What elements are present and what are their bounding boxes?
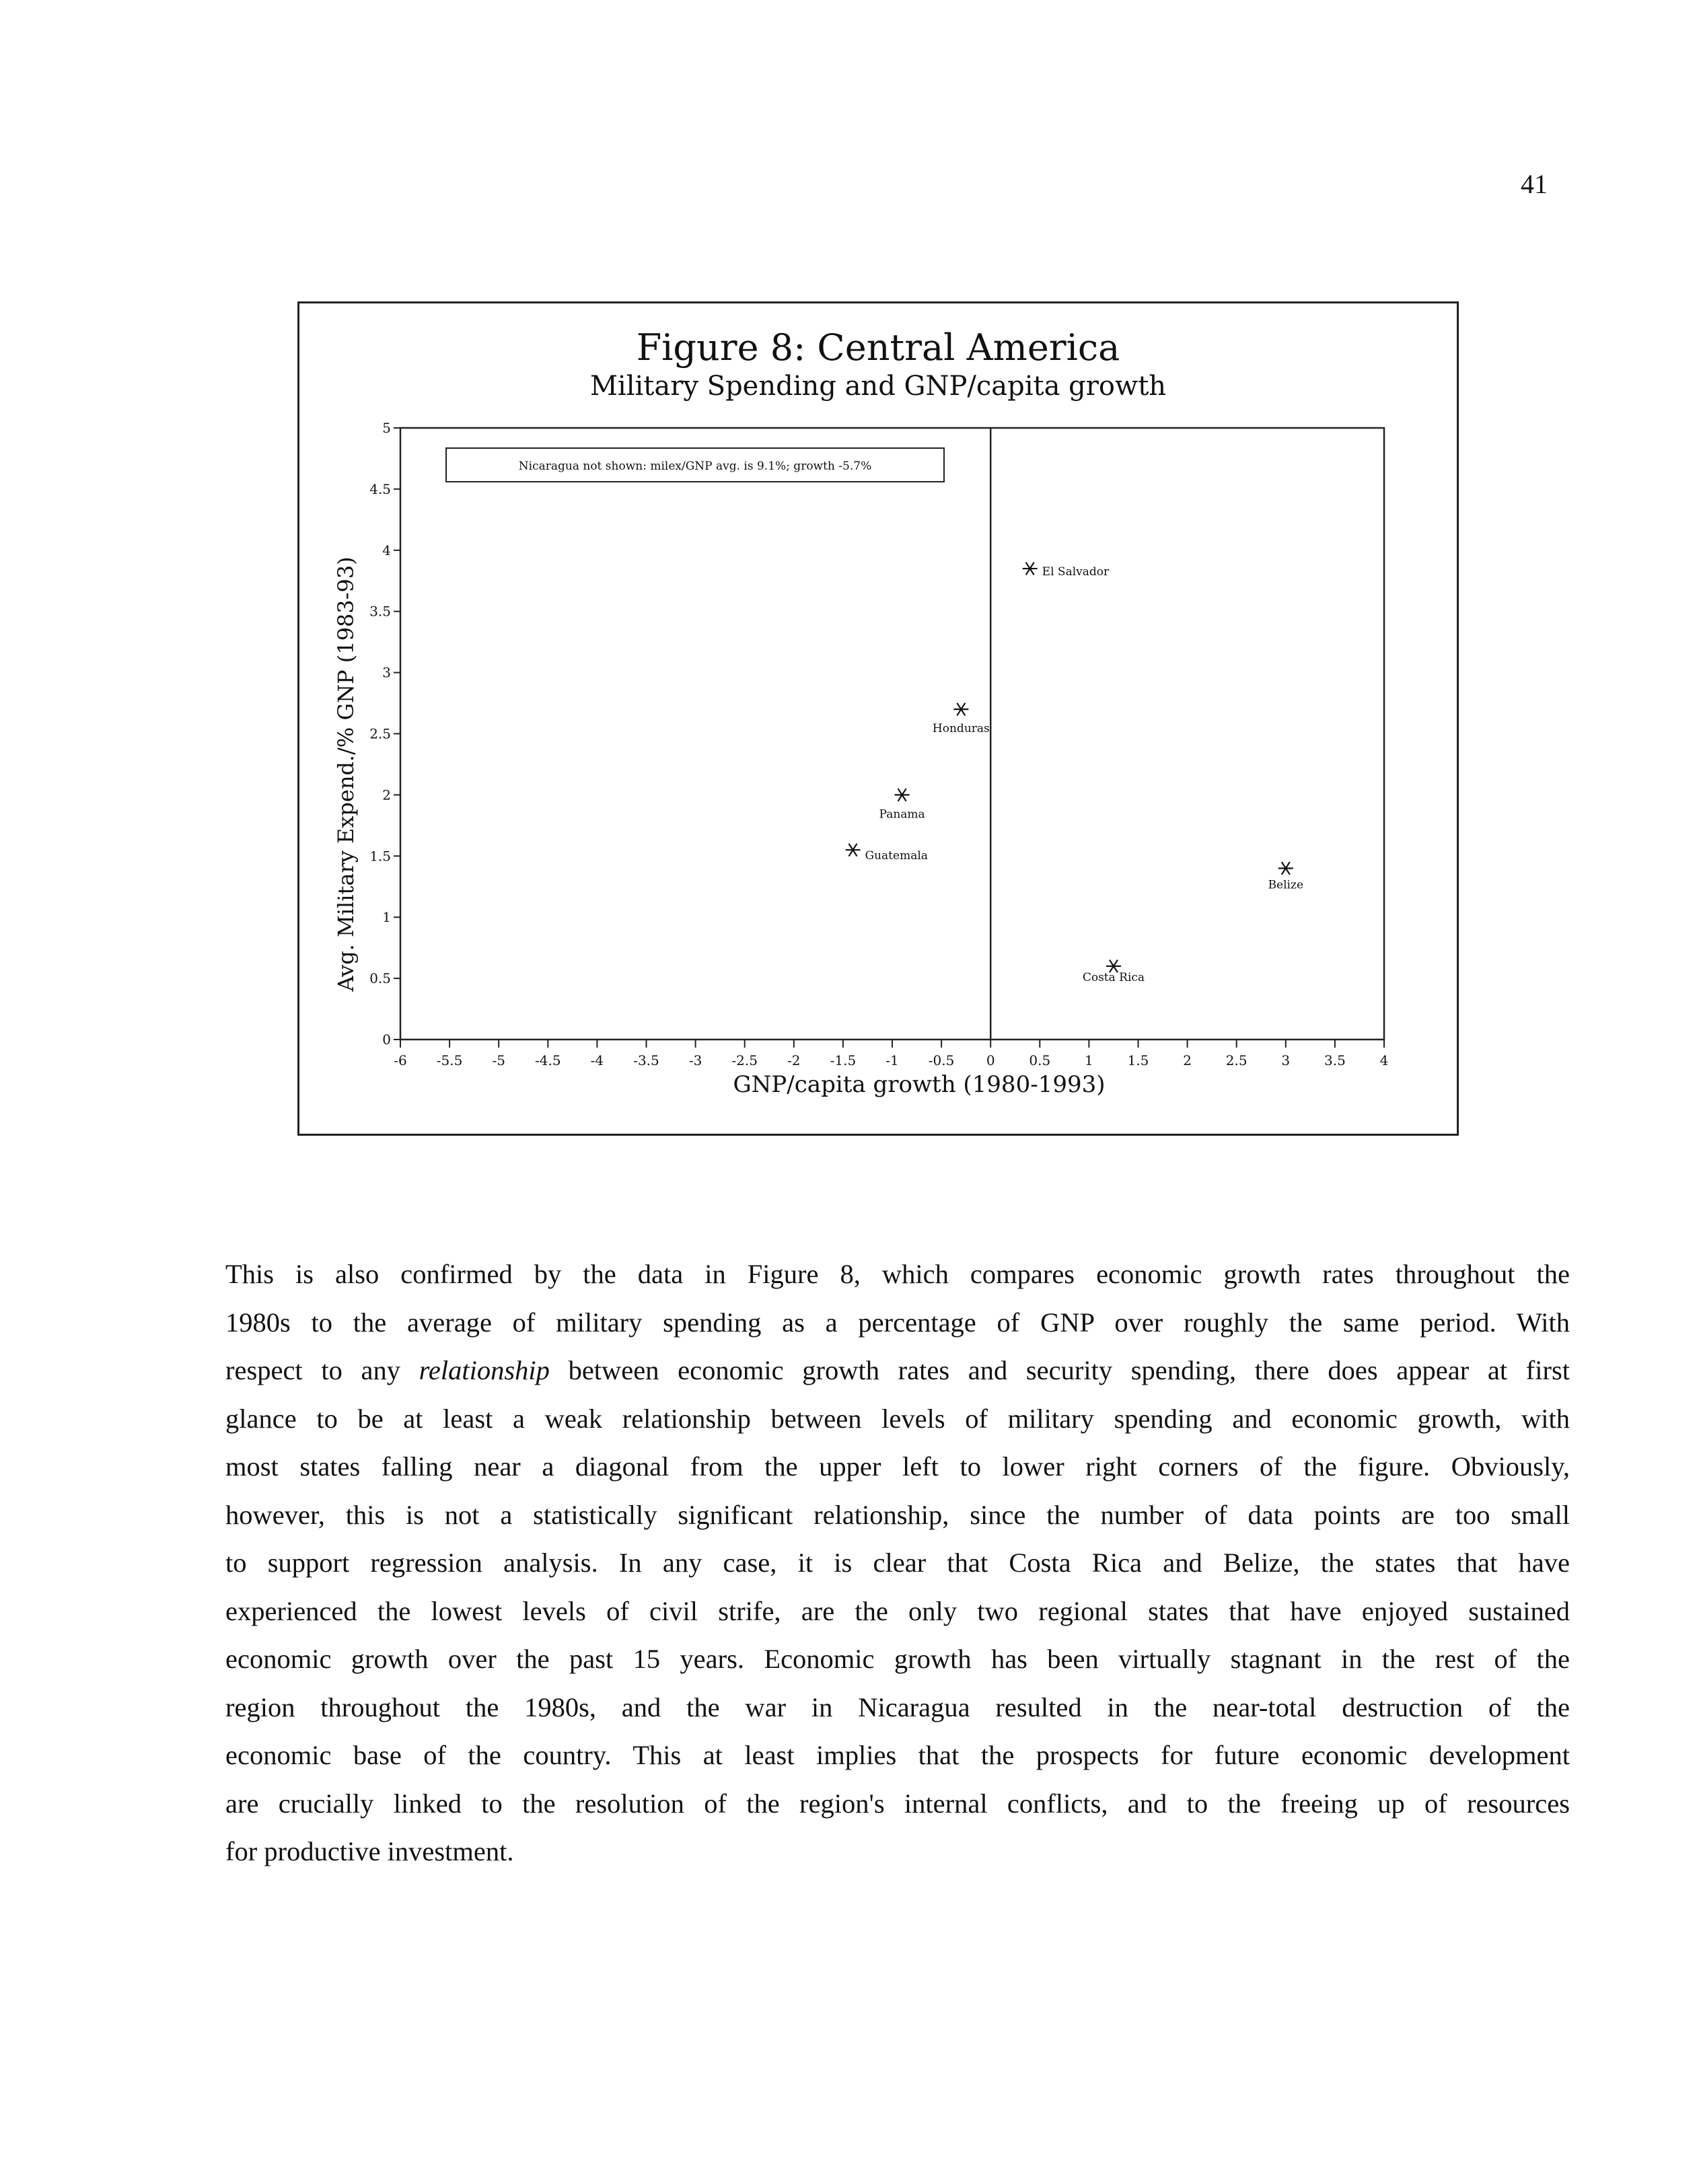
y-tick-label: 0.5	[369, 970, 391, 987]
x-axis-label: GNP/capita growth (1980-1993)	[733, 1071, 1106, 1098]
x-tick-label: -3	[688, 1052, 702, 1068]
data-point	[953, 703, 968, 716]
point-label: Guatemala	[865, 849, 928, 863]
x-tick-label: -4	[590, 1052, 604, 1068]
x-tick-label: -5.5	[436, 1052, 463, 1068]
x-tick-label: 2	[1183, 1052, 1192, 1068]
x-tick-label: -1.5	[830, 1052, 857, 1068]
body-line: however, this is not a statistically significant relationship, since the number of data points are too small	[225, 1499, 1570, 1530]
x-tick-label: 3.5	[1324, 1052, 1346, 1068]
x-tick-label: 0	[986, 1052, 995, 1068]
x-tick-label: 1.5	[1127, 1052, 1149, 1068]
point-label: Panama	[879, 807, 925, 822]
body-paragraph	[225, 1250, 1570, 1876]
point-label: El Salvador	[1042, 565, 1110, 579]
y-tick-label: 3	[382, 664, 391, 681]
body-line: This is also confirmed by the data in Figure 8, which compares economic growth rates throughout the	[225, 1259, 1570, 1289]
point-label: Belize	[1268, 878, 1304, 892]
figure-subtitle: Military Spending and GNP/capita growth	[589, 371, 1167, 402]
body-line: economic base of the country. This at least implies that the prospects for future economic development	[225, 1740, 1570, 1770]
x-tick-label: -4.5	[535, 1052, 561, 1068]
page-number: 41	[1521, 169, 1548, 199]
data-point	[1023, 562, 1038, 575]
x-tick-label: 3	[1281, 1052, 1291, 1068]
figure-frame	[297, 301, 1459, 1136]
y-tick-label: 5	[382, 420, 391, 436]
body-line: economic growth over the past 15 years. Economic growth has been virtually stagnant in the rest of the	[225, 1644, 1570, 1674]
y-tick-label: 1.5	[369, 848, 391, 865]
scatter-chart	[299, 303, 1457, 1134]
point-label: Costa Rica	[1082, 970, 1145, 984]
y-axis-label: Avg. Military Expend./% GNP (1983-93)	[333, 556, 359, 992]
x-tick-label: 4	[1379, 1052, 1389, 1068]
body-line: are crucially linked to the resolution of the region's internal conflicts, and to the freeing up of resources	[225, 1788, 1570, 1819]
plot-area	[400, 428, 1384, 1040]
x-tick-label: -2	[787, 1052, 801, 1068]
emphasized-word: relationship	[419, 1355, 550, 1385]
figure-title: Figure 8: Central America	[636, 326, 1120, 369]
y-tick-label: 2.5	[369, 725, 391, 742]
x-tick-label: -2.5	[731, 1052, 758, 1068]
data-point	[895, 789, 910, 801]
x-tick-label: -3.5	[633, 1052, 659, 1068]
x-tick-label: -5	[492, 1052, 505, 1068]
x-tick-label: 0.5	[1029, 1052, 1051, 1068]
body-line: most states falling near a diagonal from the upper left to lower right corners of the figure. Obviously,	[225, 1451, 1570, 1482]
data-point	[1278, 862, 1293, 875]
body-line: respect to any relationship between economic growth rates and security spending, there does appear at first	[225, 1355, 1570, 1385]
x-tick-label: 2.5	[1225, 1052, 1248, 1068]
y-tick-label: 2	[382, 787, 391, 803]
x-tick-label: -1	[885, 1052, 899, 1068]
body-line: to support regression analysis. In any case, it is clear that Costa Rica and Belize, the states that have	[225, 1548, 1570, 1578]
body-line: for productive investment.	[225, 1836, 514, 1866]
annotation-text: Nicaragua not shown: milex/GNP avg. is 9.1%; growth -5.7%	[518, 460, 872, 473]
body-line: glance to be at least a weak relationship between levels of military spending and economic growth, with	[225, 1403, 1570, 1434]
y-tick-label: 0	[382, 1031, 391, 1048]
x-tick-label: -6	[394, 1052, 407, 1068]
y-tick-label: 4	[382, 542, 391, 558]
point-label: Honduras	[932, 722, 990, 736]
x-tick-label: -0.5	[928, 1052, 955, 1068]
y-tick-label: 4.5	[369, 480, 391, 497]
y-tick-label: 3.5	[369, 603, 391, 620]
y-tick-label: 1	[382, 909, 391, 926]
body-line: experienced the lowest levels of civil strife, are the only two regional states that have enjoyed sustained	[225, 1595, 1570, 1626]
body-line: 1980s to the average of military spending as a percentage of GNP over roughly the same period. With	[225, 1307, 1570, 1338]
body-line: region throughout the 1980s, and the war in Nicaragua resulted in the near-total destruction of the	[225, 1691, 1570, 1722]
data-point	[846, 844, 861, 857]
x-tick-label: 1	[1085, 1052, 1093, 1068]
